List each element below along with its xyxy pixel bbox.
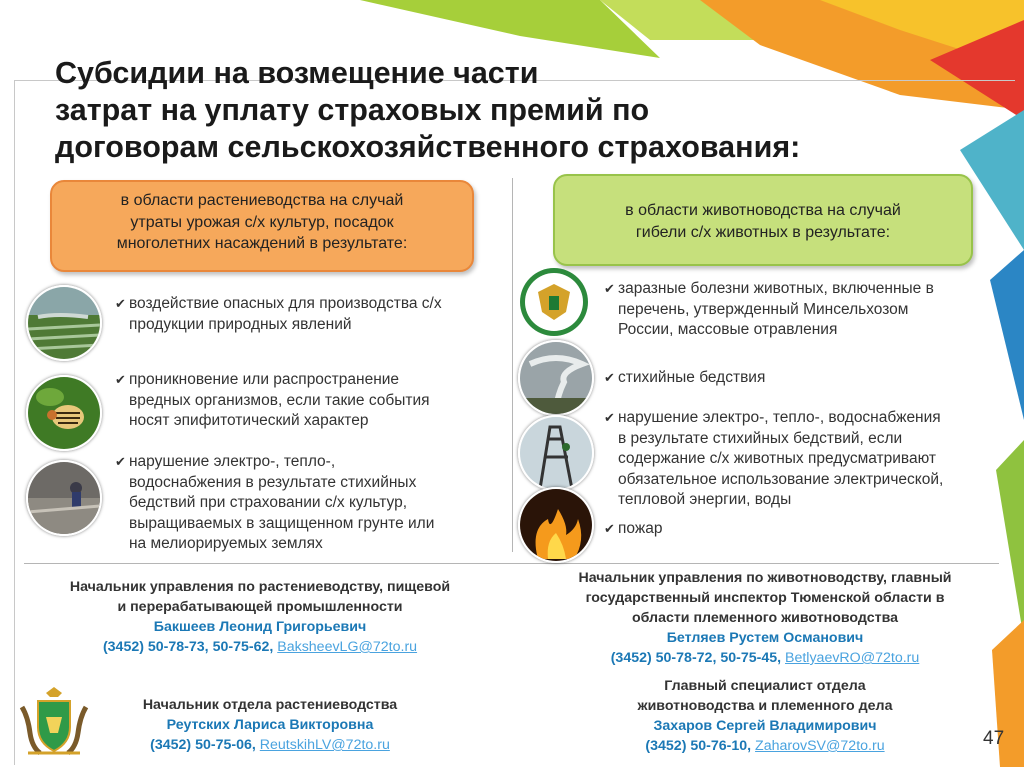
right-item-2: ✔ стихийные бедствия	[618, 368, 1008, 389]
livestock-insurance-box: в области животноводства на случай гибели с/х животных в результате:	[553, 174, 973, 266]
check-mark-icon: ✔	[604, 370, 615, 385]
tyumen-region-crest-icon	[18, 687, 90, 757]
page-title: Субсидии на возмещение части затрат на уплату страховых премий по договорам сельскохозяйственного страхования:	[55, 56, 801, 164]
flooded-field-icon	[26, 285, 102, 361]
check-mark-icon: ✔	[604, 281, 615, 296]
contact-right-1: Начальник управления по животноводству, главный государственный инспектор Тюменской области в области племенного животноводства Бетляев Рустем Османович (3452) 50-78-72, 50-75-45, BetlyaevRO@72to.ru	[578, 570, 952, 666]
left-item-1: ✔ воздействие опасных для производства с/х продукции природных явлений	[115, 295, 442, 333]
horizontal-divider	[24, 563, 999, 564]
check-mark-icon: ✔	[115, 296, 126, 311]
email-link[interactable]: ZaharovSV@72to.ru	[755, 738, 885, 754]
contact-left-1: Начальник управления по растениеводству, пищевой и перерабатывающей промышленности Бакшеев Леонид Григорьевич (3452) 50-78-73, 50-75-62, BaksheevLG@72to.ru	[69, 579, 451, 655]
left-item-2: ✔ проникновение или распространение вредных организмов, если такие события носят эпифитотический характер	[115, 371, 430, 429]
power-line-repair-icon	[518, 415, 594, 491]
right-item-4: ✔ пожар	[618, 519, 1008, 540]
crop-insurance-box: в области растениеводства на случай утраты урожая с/х культур, посадок многолетних насаждений в результате:	[50, 180, 474, 272]
ministry-emblem-icon	[518, 266, 590, 338]
check-mark-icon: ✔	[604, 410, 615, 425]
page-number: 47	[983, 728, 1005, 749]
check-mark-icon: ✔	[604, 521, 615, 536]
email-link[interactable]: ReutskihLV@72to.ru	[259, 737, 390, 753]
right-item-1: ✔ заразные болезни животных, включенные в перечень, утвержденный Минсельхозом России, массовые отравления	[604, 280, 934, 338]
check-mark-icon: ✔	[115, 372, 126, 387]
contact-left-2: Начальник отдела растениеводства Реутских Лариса Викторовна (3452) 50-75-06, ReutskihLV@72to.ru	[142, 697, 398, 753]
email-link[interactable]: BetlyaevRO@72to.ru	[785, 650, 920, 666]
right-item-3: ✔ нарушение электро-, тепло-, водоснабжения в результате стихийных бедствий, если содержание с/х животных предусматривают обязательное использование электрической, тепловой энергии, воды	[604, 409, 944, 508]
tornado-icon	[518, 340, 594, 416]
colorado-beetle-icon	[26, 375, 102, 451]
flood-damage-icon	[26, 460, 102, 536]
check-mark-icon: ✔	[115, 454, 126, 469]
left-item-3: ✔ нарушение электро-, тепло-, водоснабжения в результате стихийных бедствий при страховании с/х культур, выращиваемых в защищенном грунте или на мелиорируемых землях	[115, 453, 435, 552]
email-link[interactable]: BaksheevLG@72to.ru	[277, 639, 418, 655]
contact-right-2: Главный специалист отдела животноводства и племенного дела Захаров Сергей Владимирович (3452) 50-76-10, ZaharovSV@72to.ru	[637, 678, 893, 754]
vertical-divider	[512, 178, 513, 552]
fire-icon	[518, 487, 594, 563]
